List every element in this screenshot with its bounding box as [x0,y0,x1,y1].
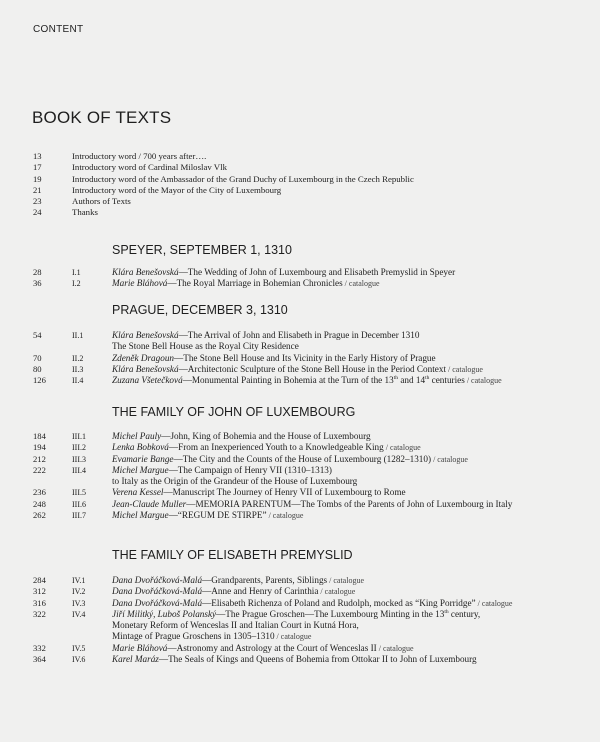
section-heading: THE FAMILY OF ELISABETH PREMYSLID [112,548,353,562]
page-number: 80 [33,363,42,374]
page-title: BOOK OF TEXTS [32,108,172,127]
list-item [0,575,600,586]
title-text: Architectonic Sculpture of the Stone Bell House in the Period Context [187,363,447,374]
title-text: The Wedding of John of Luxembourg and Elisabeth Premyslid in Speyer [187,267,456,277]
entry-title: Introductory word of the Ambassador of the Grand Duchy of Luxembourg in the Czech Republic [72,173,414,184]
intro-list [0,151,600,219]
entry-title [112,341,299,352]
catalogue-label: / catalogue [376,643,414,653]
page-number: 126 [33,375,46,386]
title-text: Mintage of Prague Groschens in 1305–1310 [112,631,275,642]
title-text: Anne and Henry of Carinthia [211,586,319,597]
title-text: century, [448,608,481,619]
title-text: The Stone Bell House as the Royal City Residence [112,341,299,352]
page-number: 222 [33,464,46,475]
entry-title: Evamarie Bange—The City and the Counts of the House of Luxembourg (1282–1310) / catalogue [112,453,468,464]
catalogue-label: / catalogue [475,598,513,608]
author-name: Dana Dvořáčková-Malá [112,597,203,608]
list-item [0,654,600,665]
superscript: th [425,375,430,382]
chapter-number: III.5 [72,488,86,498]
list-item [0,185,600,196]
entry-title: Jiří Militký, Luboš Polanský—The Prague Groschen—The Luxembourg Minting in the 13th century, [112,608,481,619]
catalogue-label: / catalogue [464,376,502,386]
chapter-number: II.1 [72,331,84,340]
list-item [0,196,600,207]
entry-title [112,620,359,631]
entry-title: Michel Margue—The Campaign of Henry VII (1310–1313) [112,464,332,475]
page-number: 262 [33,510,46,521]
page-number: 316 [33,597,46,608]
author-name: Michel Margue [112,510,169,521]
list-item [0,330,600,341]
title-text: The Campaign of Henry VII (1310–1313) [177,464,332,475]
chapter-number: I.1 [72,268,81,277]
superscript: th [444,608,449,615]
entry-title: Klára Benešovská—The Arrival of John and Elisabeth in Prague in December 1310 [112,330,420,340]
page-header: CONTENT [33,24,84,35]
author-name: Dana Dvořáčková-Malá [112,575,203,585]
list-item-continuation [0,631,600,642]
author-name: Michel Pauly [112,431,162,441]
list-item [0,431,600,442]
title-text: The Arrival of John and Elisabeth in Prague in December 1310 [187,330,420,340]
author-name: Klára Benešovská [112,267,179,277]
chapter-number: II.3 [72,364,84,374]
author-name: Evamarie Bange [112,453,174,464]
page-number: 54 [33,330,42,340]
chapter-number: III.7 [72,511,86,521]
list-item [0,465,600,476]
superscript: th [393,375,399,382]
list-item [0,487,600,498]
list-item [0,174,600,185]
page-number: 312 [33,586,46,597]
entry-title: Introductory word of Cardinal Miloslav Vlk [72,162,227,173]
page-number: 19 [33,173,42,184]
title-text: Monetary Reform of Wenceslas II and Italian Court in Kutná Hora, [112,620,359,631]
chapter-number: III.6 [72,499,86,509]
page-number: 236 [33,487,46,498]
author-name: Michel Margue [112,464,169,475]
page-number: 23 [33,196,42,207]
title-text: From an Inexperienced Youth to a Knowledgeable King [178,442,384,453]
entry-title: Lenka Bobková—From an Inexperienced Youth to a Knowledgeable King / catalogue [112,442,421,453]
catalogue-label: / catalogue [383,443,421,453]
title-text: to Italy as the Origin of the Grandeur of the House of Luxembourg [112,476,358,487]
author-name: Marie Bláhová [112,278,168,289]
author-name: Lenka Bobková [112,442,169,453]
section-entries [0,267,600,290]
author-name: Verena Kessel [112,487,164,498]
entry-title: Dana Dvořáčková-Malá—Elisabeth Richenza of Poland and Rudolph, mocked as “King Porridge” / catalogue [112,597,513,608]
title-text: Elisabeth Richenza of Poland and Rudolph, mocked as “King Porridge” [211,597,476,608]
catalogue-label: / catalogue [266,511,304,521]
list-item [0,207,600,218]
page-number: 194 [33,442,46,453]
entry-title: Michel Margue—“REGUM DE STIRPE” / catalogue [112,510,304,521]
list-item [0,375,600,386]
entry-title: Karel Maráz—The Seals of Kings and Queens of Bohemia from Ottokar II to John of Luxembourg [112,654,477,665]
section-heading: PRAGUE, DECEMBER 3, 1310 [112,303,288,317]
title-text: “REGUM DE STIRPE” [177,510,267,521]
title-text: Astronomy and Astrology at the Court of Wenceslas II [176,642,377,653]
entry-title: Thanks [72,207,98,218]
title-text: The Royal Marriage in Bohemian Chronicles [176,278,343,289]
section-heading: SPEYER, SEPTEMBER 1, 1310 [112,243,292,257]
chapter-number: IV.3 [72,598,86,608]
entry-title [112,631,311,642]
chapter-number: II.4 [72,376,84,386]
author-name: Klára Benešovská [112,330,179,340]
catalogue-label: / catalogue [274,632,312,642]
chapter-number: IV.5 [72,643,86,653]
entry-title: Introductory word / 700 years after…. [72,151,207,161]
page-number: 24 [33,207,42,218]
section-entries [0,330,600,386]
list-item [0,364,600,375]
author-name: Jean-Claude Muller [112,498,187,509]
list-item [0,267,600,278]
list-item [0,586,600,597]
page-number: 184 [33,431,46,441]
page-number: 21 [33,184,42,195]
page-number: 70 [33,352,42,363]
entry-title: Authors of Texts [72,196,131,207]
entry-title: Klára Benešovská—Architectonic Sculpture of the Stone Bell House in the Period Context / catalogue [112,363,483,374]
list-item [0,510,600,521]
chapter-number: IV.2 [72,587,86,597]
page-number: 17 [33,162,42,173]
catalogue-label: / catalogue [431,454,468,464]
title-text: Manuscript The Journey of Henry VII of Luxembourg to Rome [172,487,406,498]
list-item [0,609,600,620]
title-text: Grandparents, Parents, Siblings [211,575,328,585]
chapter-number: III.4 [72,465,86,475]
list-item-continuation [0,476,600,487]
author-name: Dana Dvořáčková-Malá [112,586,203,597]
list-item [0,151,600,162]
entry-title: Zdeněk Dragoun—The Stone Bell House and Its Vicinity in the Early History of Prague [112,352,436,363]
author-name: Jiří Militký, Luboš Polanský [112,608,217,619]
author-name: Zuzana Všetečková [112,375,183,386]
chapter-number: III.2 [72,443,86,453]
list-item [0,442,600,453]
author-name: Marie Bláhová [112,642,168,653]
page-number: 36 [33,278,42,289]
author-name: Karel Maráz [112,654,159,665]
entry-title: Marie Bláhová—The Royal Marriage in Bohemian Chronicles / catalogue [112,278,380,289]
entry-title: Jean-Claude Muller—MEMORIA PARENTUM—The Tombs of the Parents of John of Luxembourg in Italy [112,498,513,509]
chapter-number: IV.6 [72,655,86,665]
title-text: The Seals of Kings and Queens of Bohemia from Ottokar II to John of Luxembourg [168,654,477,665]
chapter-number: I.2 [72,279,81,289]
entry-title [112,476,357,487]
chapter-number: II.2 [72,353,84,363]
list-item [0,278,600,289]
entry-title: Dana Dvořáčková-Malá—Anne and Henry of Carinthia / catalogue [112,586,356,597]
page-number: 284 [33,575,46,585]
title-text: The City and the Counts of the House of Luxembourg (1282–1310) [182,453,432,464]
page-number: 248 [33,498,46,509]
list-item [0,643,600,654]
list-item-continuation [0,341,600,352]
entry-title: Introductory word of the Mayor of the City of Luxembourg [72,184,282,195]
title-text: John, King of Bohemia and the House of Luxembourg [170,431,371,441]
title-text: centuries [429,375,465,386]
author-name: Klára Benešovská [112,363,179,374]
list-item [0,454,600,465]
page-number: 322 [33,608,46,619]
title-text: and 14 [398,375,426,386]
catalogue-label: / catalogue [327,576,364,585]
page-number: 212 [33,453,46,464]
entry-title: Klára Benešovská—The Wedding of John of Luxembourg and Elisabeth Premyslid in Speyer [112,267,456,277]
chapter-number: IV.4 [72,609,86,619]
page-number: 364 [33,654,46,665]
author-name: Zdeněk Dragoun [112,352,175,363]
catalogue-label: / catalogue [318,587,356,597]
section-entries [0,431,600,521]
title-text: MEMORIA PARENTUM—The Tombs of the Parents of John of Luxembourg in Italy [195,498,513,509]
entry-title: Verena Kessel—Manuscript The Journey of Henry VII of Luxembourg to Rome [112,487,406,498]
list-item [0,162,600,173]
title-text: The Prague Groschen—The Luxembourg Minting in the 13 [225,608,445,619]
list-item [0,499,600,510]
entry-title: Zuzana Všetečková—Monumental Painting in Bohemia at the Turn of the 13th and 14th centuries / catalogue [112,375,502,386]
page-number: 28 [33,267,42,277]
list-item-continuation [0,620,600,631]
catalogue-label: / catalogue [342,279,380,289]
page-number: 332 [33,642,46,653]
list-item [0,598,600,609]
list-item [0,353,600,364]
page-number: 13 [33,151,42,161]
title-text: Monumental Painting in Bohemia at the Turn of the 13 [191,375,394,386]
entry-title: Marie Bláhová—Astronomy and Astrology at the Court of Wenceslas II / catalogue [112,642,414,653]
title-text: The Stone Bell House and Its Vicinity in the Early History of Prague [183,352,436,363]
section-entries [0,575,600,665]
chapter-number: IV.1 [72,576,86,585]
entry-title: Dana Dvořáčková-Malá—Grandparents, Parents, Siblings / catalogue [112,575,364,585]
section-heading: THE FAMILY OF JOHN OF LUXEMBOURG [112,405,356,419]
chapter-number: III.3 [72,454,86,464]
catalogue-label: / catalogue [446,364,483,374]
chapter-number: III.1 [72,432,86,441]
entry-title: Michel Pauly—John, King of Bohemia and the House of Luxembourg [112,431,371,441]
